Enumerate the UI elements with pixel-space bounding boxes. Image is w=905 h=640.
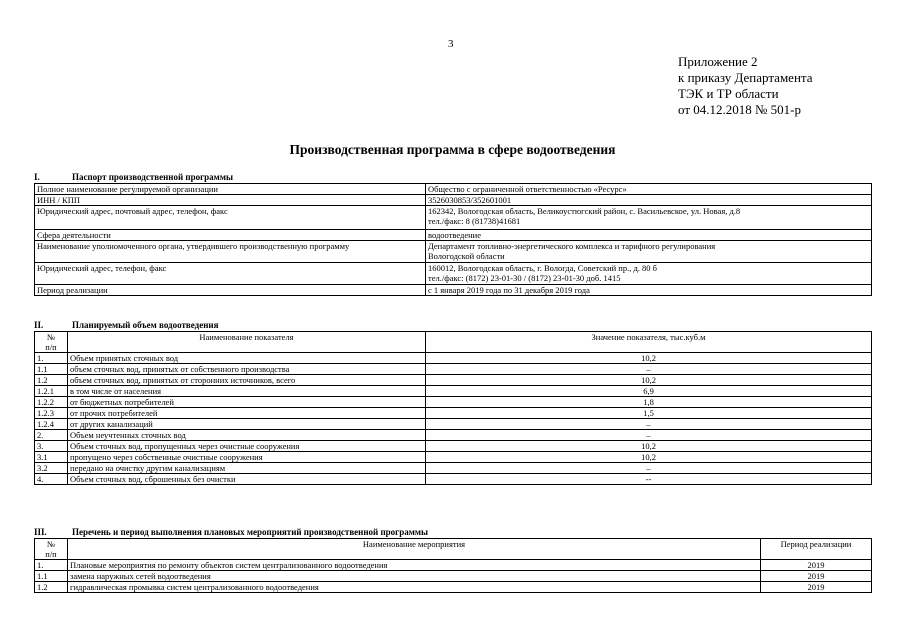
row-number: 4. [35, 474, 68, 485]
table-row [35, 441, 872, 452]
row-value: 6,9 [426, 386, 872, 397]
table-row [35, 230, 872, 241]
appendix-line: от 04.12.2018 № 501-р [678, 102, 801, 117]
passport-label: Юридический адрес, телефон, факс [35, 263, 426, 285]
passport-value: 162342, Вологодская область, Великоустюгский район, с. Васильевское, ул. Новая, д.8 тел./факс: 8 (81738)41681 [426, 206, 872, 230]
row-number: 1.2 [35, 375, 68, 386]
table-row [35, 386, 872, 397]
appendix-line: к приказу Департамента [678, 70, 813, 85]
table-row [35, 430, 872, 441]
passport-value: 3526030853/352601001 [426, 195, 872, 206]
row-name: гидравлическая промывка систем централизованного водоотведения [68, 582, 761, 593]
section-heading-measures [34, 527, 428, 537]
row-number: 1.2 [35, 582, 68, 593]
section-heading-passport [34, 172, 233, 182]
row-value: – [426, 463, 872, 474]
table-row [35, 474, 872, 485]
row-number: 1.2.1 [35, 386, 68, 397]
passport-value: водоотведение [426, 230, 872, 241]
row-number: 3. [35, 441, 68, 452]
appendix-line: Приложение 2 [678, 54, 758, 69]
section-number: I. [34, 172, 40, 182]
table-row [35, 419, 872, 430]
column-header-name: Наименование мероприятия [68, 539, 761, 560]
row-name: объем сточных вод, принятых от собственного производства [68, 364, 426, 375]
table-header-row [35, 332, 872, 353]
row-value: 10,2 [426, 452, 872, 463]
section-number: III. [34, 527, 47, 537]
table-row [35, 375, 872, 386]
column-header-name: Наименование показателя [68, 332, 426, 353]
column-header-number: № п/п [35, 332, 68, 353]
section-title: Паспорт производственной программы [72, 172, 233, 182]
column-header-number: № п/п [35, 539, 68, 560]
row-value: 10,2 [426, 375, 872, 386]
row-period: 2019 [761, 571, 872, 582]
column-header-period: Период реализации [761, 539, 872, 560]
table-row [35, 353, 872, 364]
section-title: Перечень и период выполнения плановых мероприятий производственной программы [72, 527, 429, 537]
table-row [35, 206, 872, 230]
row-number: 1.2.2 [35, 397, 68, 408]
table-row [35, 397, 872, 408]
row-number: 1.2.4 [35, 419, 68, 430]
row-value: – [426, 430, 872, 441]
row-value: 1,5 [426, 408, 872, 419]
page-number: 3 [448, 38, 454, 50]
row-number: 1. [35, 353, 68, 364]
row-value: 10,2 [426, 441, 872, 452]
table-row [35, 571, 872, 582]
row-name: объем сточных вод, принятых от сторонних источников, всего [68, 375, 426, 386]
row-number: 1.1 [35, 571, 68, 582]
table-row [35, 452, 872, 463]
row-name: Объем неучтенных сточных вод [68, 430, 426, 441]
passport-value: 160012, Вологодская область, г. Вологда, Советский пр., д. 80 б тел./факс: (8172) 23-01-30 / (8172) 23-01-30 доб. 1415 [426, 263, 872, 285]
volume-table [34, 331, 872, 485]
appendix-line: ТЭК и ТР области [678, 86, 779, 101]
passport-label: ИНН / КПП [35, 195, 426, 206]
row-name: Объем принятых сточных вод [68, 353, 426, 364]
row-number: 1. [35, 560, 68, 571]
passport-label: Наименование уполномоченного органа, утвердившего производственную программу [35, 241, 426, 263]
appendix-block [678, 54, 813, 118]
row-name: от прочих потребителей [68, 408, 426, 419]
row-value: 10,2 [426, 353, 872, 364]
row-period: 2019 [761, 560, 872, 571]
row-value: – [426, 364, 872, 375]
table-row [35, 463, 872, 474]
row-name: пропущено через собственные очистные сооружения [68, 452, 426, 463]
section-title: Планируемый объем водоотведения [72, 320, 219, 330]
row-name: в том числе от населения [68, 386, 426, 397]
measures-table [34, 538, 872, 593]
row-value: -- [426, 474, 872, 485]
row-name: от других канализаций [68, 419, 426, 430]
row-name: от бюджетных потребителей [68, 397, 426, 408]
row-number: 3.2 [35, 463, 68, 474]
table-row [35, 582, 872, 593]
row-number: 1.2.3 [35, 408, 68, 419]
table-row [35, 560, 872, 571]
passport-label: Юридический адрес, почтовый адрес, телефон, факс [35, 206, 426, 230]
table-row [35, 364, 872, 375]
row-value: – [426, 419, 872, 430]
row-number: 2. [35, 430, 68, 441]
row-name: замена наружных сетей водоотведения [68, 571, 761, 582]
row-name: Объем сточных вод, пропущенных через очистные сооружения [68, 441, 426, 452]
passport-label: Сфера деятельности [35, 230, 426, 241]
column-header-value: Значение показателя, тыс.куб.м [426, 332, 872, 353]
table-header-row [35, 539, 872, 560]
passport-value: Общество с ограниченной ответственностью «Ресурс» [426, 184, 872, 195]
row-name: Плановые мероприятия по ремонту объектов систем централизованного водоотведения [68, 560, 761, 571]
table-row [35, 241, 872, 263]
row-period: 2019 [761, 582, 872, 593]
document-title: Производственная программа в сфере водоотведения [289, 142, 616, 157]
row-number: 1.1 [35, 364, 68, 375]
section-heading-volume [34, 320, 218, 330]
table-row [35, 184, 872, 195]
passport-value: с 1 января 2019 года по 31 декабря 2019 года [426, 285, 872, 296]
passport-label: Полное наименование регулируемой организации [35, 184, 426, 195]
row-name: Объем сточных вод, сброшенных без очистки [68, 474, 426, 485]
row-number: 3.1 [35, 452, 68, 463]
table-row [35, 408, 872, 419]
section-number: II. [34, 320, 44, 330]
table-row [35, 263, 872, 285]
row-value: 1,8 [426, 397, 872, 408]
passport-table [34, 183, 872, 296]
row-name: передано на очистку другим канализациям [68, 463, 426, 474]
passport-value: Департамент топливно-энергетического комплекса и тарифного регулирования Вологодской области [426, 241, 872, 263]
table-row [35, 285, 872, 296]
passport-label: Период реализации [35, 285, 426, 296]
table-row [35, 195, 872, 206]
